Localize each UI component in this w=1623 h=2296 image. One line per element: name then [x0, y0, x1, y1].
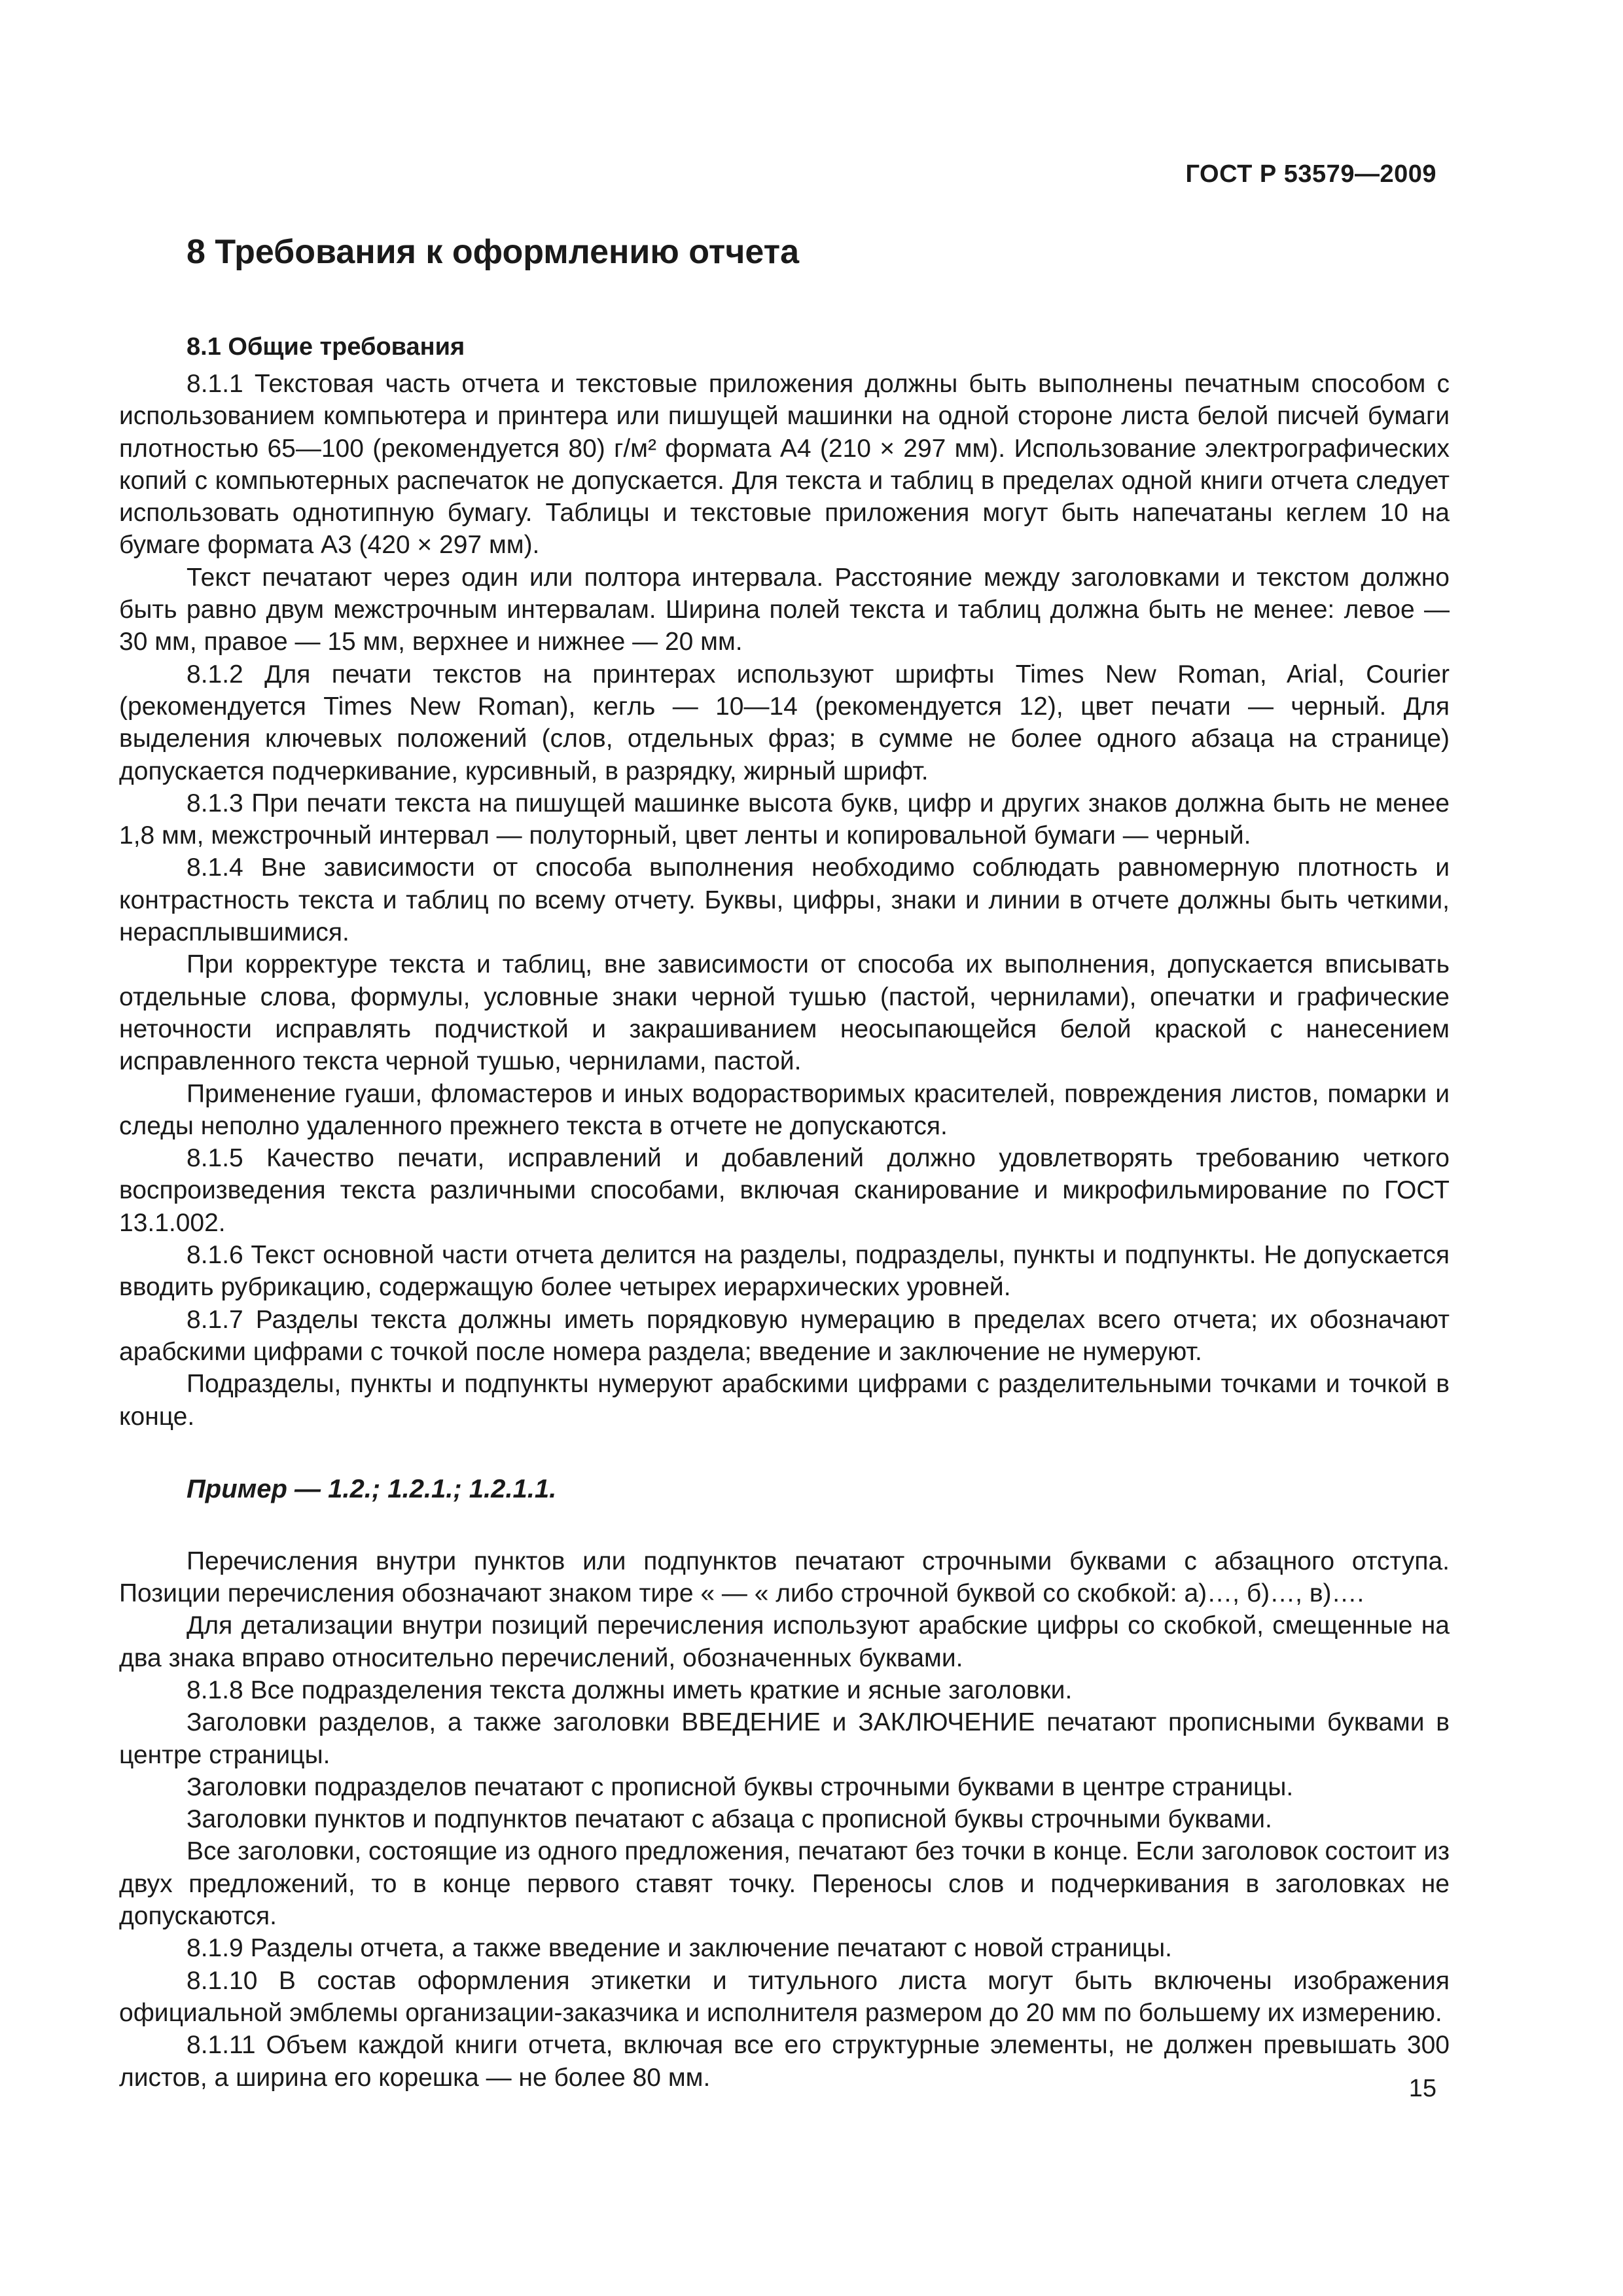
paragraph-8-1-5: 8.1.5 Качество печати, исправлений и добавлений должно удовлетворять требованию четкого воспроизведения текста различными способами, включая сканирование и микрофильмирование по ГОСТ 13.1.002. — [119, 1144, 1450, 1237]
page-number: 15 — [1408, 2075, 1436, 2102]
standard-code-header: ГОСТ Р 53579—2009 — [1185, 160, 1436, 188]
paragraph-subsection-headings: Заголовки подразделов печатают с прописной буквы строчными буквами в центре страницы. — [187, 1772, 1294, 1801]
paragraph-subsection-numbering: Подразделы, пункты и подпункты нумеруют арабскими цифрами с разделительными точками и точкой в конце. — [119, 1370, 1450, 1431]
numbering-example: Пример — 1.2.; 1.2.1.; 1.2.1.1. — [187, 1474, 557, 1503]
body-text-after-example — [119, 1545, 1450, 2094]
paragraph-8-1-8: 8.1.8 Все подразделения текста должны иметь краткие и ясные заголовки. — [187, 1676, 1073, 1704]
paragraph-enumerations: Перечисления внутри пунктов или подпунктов печатают строчными буквами с абзацного отступа. Позиции перечисления обозначают знаком тире « — « либо строчной буквой со скобкой: а)…, б)…, в)…. — [119, 1547, 1450, 1608]
paragraph-8-1-1: 8.1.1 Текстовая часть отчета и текстовые приложения должны быть выполнены печатным способом с использованием компьютера и принтера или пишущей машинки на одной стороне листа белой писчей бумаги плотностью 65—100 (рекомендуется 80) г/м² формата А4 (210 × 297 мм). Использование электрографических копий с компьютерных распечаток не допускается. Для текста и таблиц в пределах одной книги отчета следует использовать однотипную бумагу. Таблицы и текстовые приложения могут быть напечатаны кеглем 10 на бумаге формата А3 (420 × 297 мм). — [119, 370, 1450, 560]
paragraph-section-headings: Заголовки разделов, а также заголовки ВВЕДЕНИЕ и ЗАКЛЮЧЕНИЕ печатают прописными буквами в центре страницы. — [119, 1708, 1450, 1769]
paragraph-8-1-2: 8.1.2 Для печати текстов на принтерах используют шрифты Times New Roman, Arial, Courier (рекомендуется Times New Roman), кегль — 10—14 (рекомендуется 12), цвет печати — черный. Для выделения ключевых положений (слов, отдельных фраз; в сумме не более одного абзаца на странице) допускается подчеркивание, курсивный, в разрядку, жирный шрифт. — [119, 660, 1450, 785]
body-text-before-example — [119, 368, 1450, 1433]
section-title: 8 Требования к оформлению отчета — [187, 233, 799, 271]
paragraph-enumeration-detail: Для детализации внутри позиций перечисления используют арабские цифры со скобкой, смещенные на два знака вправо относительно перечислений, обозначенных буквами. — [119, 1611, 1450, 1672]
paragraph-corrections: При корректуре текста и таблиц, вне зависимости от способа их выполнения, допускается вписывать отдельные слова, формулы, условные знаки черной тушью (пастой, чернилами), опечатки и графические неточности исправлять подчисткой и закрашиванием неосыпающейся белой краской с нанесением исправленного текста черной тушью, чернилами, пастой. — [119, 950, 1450, 1076]
paragraph-line-spacing: Текст печатают через один или полтора интервала. Расстояние между заголовками и текстом должно быть равно двум межстрочным интервалам. Ширина полей текста и таблиц должна быть не менее: левое — 30 мм, правое — 15 мм, верхнее и нижнее — 20 мм. — [119, 563, 1450, 656]
paragraph-8-1-3: 8.1.3 При печати текста на пишущей машинке высота букв, цифр и других знаков должна быть не менее 1,8 мм, межстрочный интервал — полуторный, цвет ленты и копировальной бумаги — черный. — [119, 789, 1450, 850]
paragraph-8-1-7: 8.1.7 Разделы текста должны иметь порядковую нумерацию в пределах всего отчета; их обозначают арабскими цифрами с точкой после номера раздела; введение и заключение не нумеруют. — [119, 1305, 1450, 1366]
paragraph-8-1-6: 8.1.6 Текст основной части отчета делится на разделы, подразделы, пункты и подпункты. Не допускается вводить рубрикацию, содержащую более четырех иерархических уровней. — [119, 1241, 1450, 1302]
paragraph-8-1-4: 8.1.4 Вне зависимости от способа выполнения необходимо соблюдать равномерную плотность и контрастность текста и таблиц по всему отчету. Буквы, цифры, знаки и линии в отчете должны быть четкими, нерасплывшимися. — [119, 853, 1450, 947]
paragraph-8-1-10: 8.1.10 В состав оформления этикетки и титульного листа могут быть включены изображения официальной эмблемы организации-заказчика и исполнителя размером до 20 мм по большему их измерению. — [119, 1966, 1450, 2027]
page-content — [119, 229, 1450, 2094]
paragraph-8-1-9: 8.1.9 Разделы отчета, а также введение и заключение печатают с новой страницы. — [187, 1934, 1172, 1963]
paragraph-8-1-11: 8.1.11 Объем каждой книги отчета, включая все его структурные элементы, не должен превышать 300 листов, а ширина его корешка — не более 80 мм. — [119, 2031, 1450, 2092]
paragraph-item-headings: Заголовки пунктов и подпунктов печатают с абзаца с прописной буквы строчными буквами. — [187, 1805, 1272, 1834]
paragraph-prohibited-materials: Применение гуаши, фломастеров и иных водорастворимых красителей, повреждения листов, помарки и следы неполно удаленного прежнего текста в отчете не допускаются. — [119, 1079, 1450, 1140]
subsection-title: 8.1 Общие требования — [187, 333, 465, 361]
paragraph-heading-punctuation: Все заголовки, состоящие из одного предложения, печатают без точки в конце. Если заголовок состоит из двух предложений, то в конце первого ставят точку. Переносы слов и подчеркивания в заголовках не допускаются. — [119, 1837, 1450, 1931]
